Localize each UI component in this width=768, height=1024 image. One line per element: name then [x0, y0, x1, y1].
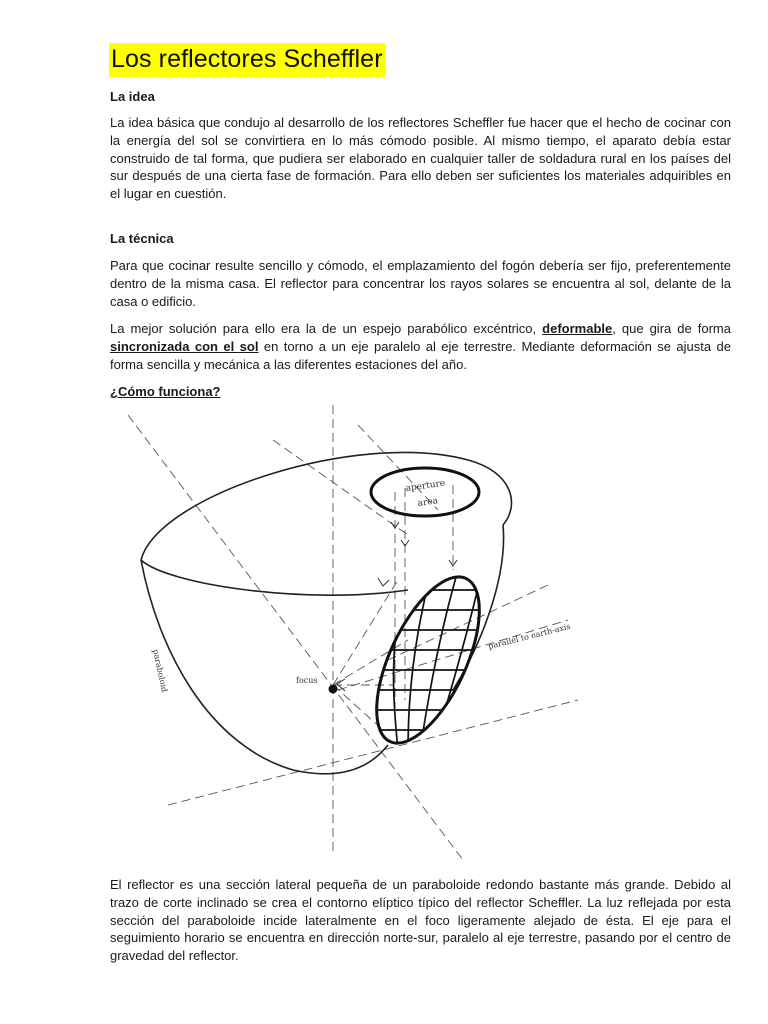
aperture-area-outline	[371, 468, 479, 516]
focus-point	[329, 685, 338, 694]
text-run: La mejor solución para ello era la de un espejo parabólico excéntrico,	[110, 321, 543, 336]
emphasis-deformable: deformable	[542, 321, 613, 336]
paragraph-como-funciona: El reflector es una sección lateral pequeña de un paraboloide redondo bastante más grande. Debido al trazo de corte inclinado se crea el contorno elíptico típico del reflector Scheffler. La luz reflejada por esta sección del paraboloide incide lateralmente en el foco ligeramente alejado de ésta. El eje para el seguimiento horario se encuentra en dirección norte-sur, paralelo al eje terrestre, pasando por el centro de gravedad del reflector.	[110, 877, 731, 964]
label-paraboloid: paraboloid	[151, 648, 169, 693]
construction-lines	[128, 405, 578, 860]
label-focus: focus	[296, 676, 318, 685]
paragraph-tecnica-1: Para que cocinar resulte sencillo y cómodo, el emplazamiento del fogón debería ser fijo, preferentemente dentro de la misma casa. El reflector para concentrar los rayos solares se encuentra al sol, delante de la casa o edificio.	[110, 258, 731, 309]
label-parallel-earth-axis: parallel to earth-axis	[487, 621, 572, 651]
label-area: area	[417, 496, 439, 509]
ray-arrows	[337, 522, 457, 691]
scheffler-reflector-diagram	[108, 400, 588, 870]
paragraph-tecnica-2	[110, 320, 731, 373]
page-title: Los reflectores Scheffler	[109, 43, 385, 77]
emphasis-sincronizada: sincronizada con el sol	[110, 338, 259, 354]
paraboloid-outline	[141, 452, 511, 773]
heading-la-idea: La idea	[110, 89, 155, 104]
paragraph-la-idea: La idea básica que condujo al desarrollo de los reflectores Scheffler fue hacer que el hecho de cocinar con la energía del sol se convirtiera en lo más cómodo posible. Al mismo tiempo, el aparato debía estar construido de tal forma, que pudiera ser elaborado en cualquier taller de soldadura rural en los países del sur después de una cierta fase de formación. Para ello deben ser suficientes los materiales adquiribles en el lugar en cuestión.	[110, 115, 731, 202]
heading-como-funciona: ¿Cómo funciona?	[110, 384, 221, 399]
label-aperture: aperture	[405, 478, 446, 494]
text-run: en torno a un eje paralelo al eje terrestre. Mediante deformación se ajusta de forma sencilla y mecánica a las diferentes estaciones del año.	[110, 338, 731, 372]
heading-la-tecnica: La técnica	[110, 231, 174, 246]
text-run: , que gira de forma	[612, 321, 731, 336]
